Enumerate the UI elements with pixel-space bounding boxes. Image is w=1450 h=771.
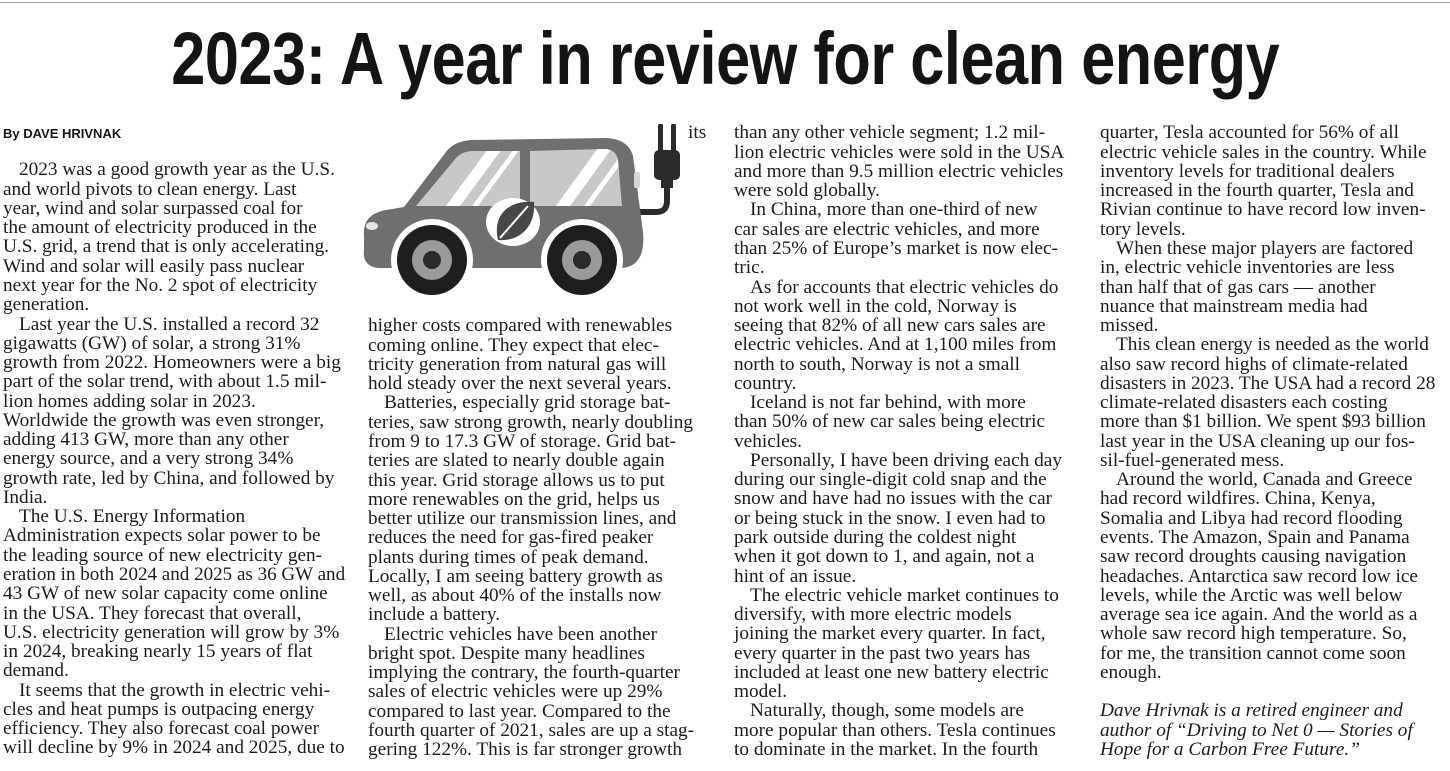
text-line: increased in the fourth quarter, Tesla and <box>1100 180 1414 202</box>
text-line: part of the solar trend, with about 1.5 mil- <box>3 371 327 393</box>
text-line: from 9 to 17.3 GW of storage. Grid bat- <box>368 430 677 452</box>
text-line: implying the contrary, the fourth-quarter <box>368 662 680 684</box>
text-line: country. <box>734 372 797 394</box>
text-line: teries, saw strong growth, nearly doubling <box>368 411 694 433</box>
charging-cable <box>636 186 667 212</box>
paragraph <box>734 123 1076 200</box>
text-line: bright spot. Despite many headlines <box>368 642 645 664</box>
text-line: not work well in the cold, Norway is <box>734 295 1017 317</box>
paragraph <box>1100 335 1445 470</box>
electric-car-with-plug-icon <box>350 118 700 300</box>
paragraph <box>3 160 345 314</box>
text-line: to dominate in the market. In the fourth <box>734 738 1039 760</box>
leaf-icon <box>486 198 540 246</box>
text-line: car sales are electric vehicles, and more <box>734 218 1040 240</box>
paragraph <box>3 681 345 758</box>
text-line: model. <box>734 681 788 703</box>
text-line: reduces the need for gas-fired peaker <box>368 527 654 549</box>
text-line: whole saw record high temperature. So, <box>1100 623 1407 645</box>
text-line: had record wildfires. China, Kenya, <box>1100 488 1376 510</box>
text-line: plants during times of peak demand. <box>368 546 649 568</box>
text-line: better utilize our transmission lines, and <box>368 508 677 530</box>
text-line: next year for the No. 2 spot of electricity <box>3 274 318 296</box>
text-line: were sold globally. <box>734 180 881 202</box>
headline <box>0 17 1450 100</box>
text-line: average sea ice again. And the world as a <box>1100 604 1418 626</box>
text-line: demand. <box>3 660 69 682</box>
paragraph <box>368 625 710 760</box>
paragraph <box>734 278 1076 394</box>
headlight <box>366 222 378 230</box>
text-line: enough. <box>1100 661 1162 683</box>
text-line: in, electric vehicle inventories are less <box>1100 257 1395 279</box>
text-line: also saw record highs of climate-related <box>1100 353 1408 375</box>
taillight <box>634 172 640 188</box>
text-line: seeing that 82% of all new cars sales are <box>734 315 1046 337</box>
text-line: hint of an issue. <box>734 565 857 587</box>
text-line: tory levels. <box>1100 218 1186 240</box>
text-line: include a battery. <box>368 604 501 626</box>
text-line: Wind and solar will easily pass nuclear <box>3 255 305 277</box>
text-line: sales of electric vehicles were up 29% <box>368 681 663 703</box>
text-line: lion homes adding solar in 2023. <box>3 390 256 412</box>
text-line: tricity generation from natural gas will <box>368 353 667 375</box>
author-bio-line: Hope for a Carbon Free Future.” <box>1100 738 1360 760</box>
text-line: levels, while the Arctic was well below <box>1100 584 1403 606</box>
paragraph <box>368 393 710 624</box>
article-column-3 <box>734 123 1076 759</box>
paragraph <box>368 316 710 393</box>
text-line: saw record droughts causing navigation <box>1100 546 1407 568</box>
paragraph <box>734 586 1076 702</box>
text-line: sil-fuel-generated mess. <box>1100 449 1285 471</box>
text-line: or being stuck in the snow. I even had to <box>734 507 1046 529</box>
paragraph <box>3 507 345 680</box>
text-line: Personally, I have been driving each day <box>750 449 1062 471</box>
text-line: lion electric vehicles were sold in the USA <box>734 141 1065 163</box>
text-line: headaches. Antarctica saw record low ice <box>1100 565 1418 587</box>
paragraph <box>734 200 1076 277</box>
text-line: Rivian continue to have record low inven- <box>1100 199 1426 221</box>
paragraph <box>734 393 1076 451</box>
text-line: every quarter in the past two years has <box>734 642 1031 664</box>
text-line: As for accounts that electric vehicles do <box>750 276 1059 298</box>
plug-icon <box>654 124 680 188</box>
text-line: Somalia and Libya had record flooding <box>1100 507 1403 529</box>
text-line: north to south, Norway is not a small <box>734 353 1020 375</box>
front-wheel <box>391 219 473 300</box>
text-line: This clean energy is needed as the world <box>1116 334 1429 356</box>
byline: By DAVE HRIVNAK <box>3 126 122 141</box>
text-line: during our single-digit cold snap and the <box>734 469 1047 491</box>
text-line: disasters in 2023. The USA had a record 28 <box>1100 372 1436 394</box>
text-line: generation. <box>3 294 90 316</box>
text-line: than any other vehicle segment; 1.2 mil- <box>734 122 1046 144</box>
text-line: electric vehicles. And at 1,100 miles from <box>734 334 1057 356</box>
text-line: tric. <box>734 257 765 279</box>
paragraph <box>1100 470 1445 682</box>
text-line: well, as about 40% of the installs now <box>368 585 662 607</box>
text-line: more renewables on the grid, helps us <box>368 488 660 510</box>
text-line: and more than 9.5 million electric vehicles <box>734 160 1064 182</box>
text-line: will decline by 9% in 2024 and 2025, due to <box>3 737 345 759</box>
text-line: Locally, I am seeing battery growth as <box>368 565 663 587</box>
text-line: The electric vehicle market continues to <box>750 584 1059 606</box>
text-line: gering 122%. This is far stronger growth <box>368 739 682 761</box>
text-line: efficiency. They also forecast coal power <box>3 718 320 740</box>
text-line: this year. Grid storage allows us to put <box>368 469 665 491</box>
text-line: 2023 was a good growth year as the U.S. <box>19 159 335 181</box>
text-line: climate-related disasters each costing <box>1100 392 1388 414</box>
text-line: more popular than others. Tesla continues <box>734 719 1056 741</box>
author-bio <box>1100 701 1445 759</box>
article-column-2 <box>368 316 710 759</box>
text-line: 43 GW of new solar capacity come online <box>3 583 328 605</box>
text-line: hold steady over the next several years. <box>368 373 672 395</box>
text-line: U.S. electricity generation will grow by 3% <box>3 621 340 643</box>
text-line: U.S. grid, a trend that is only accelerating. <box>3 236 330 258</box>
text-line: Worldwide the growth was even stronger, <box>3 409 325 431</box>
text-line: In China, more than one-third of new <box>750 199 1038 221</box>
text-line: last year in the USA cleaning up our fos- <box>1100 430 1415 452</box>
text-line: fourth quarter of 2021, sales are up a stag- <box>368 719 695 741</box>
text-line: its <box>688 122 707 144</box>
text-line: joining the market every quarter. In fact, <box>734 623 1046 645</box>
article-column-1 <box>3 160 345 757</box>
text-line: The U.S. Energy Information <box>19 506 246 528</box>
text-line: the leading source of new electricity gen- <box>3 544 323 566</box>
text-line: park outside during the coldest night <box>734 526 1017 548</box>
headline-text: 2023: A year in review for clean energy <box>170 17 1279 100</box>
text-line: eration in both 2024 and 2025 as 36 GW and <box>3 563 346 585</box>
article-column-4 <box>1100 123 1445 759</box>
text-line: more than $1 billion. We spent $93 billion <box>1100 411 1426 433</box>
text-line: inventory levels for traditional dealers <box>1100 160 1395 182</box>
text-line: events. The Amazon, Spain and Panama <box>1100 526 1410 548</box>
text-line: Last year the U.S. installed a record 32 <box>19 313 320 335</box>
text-line: snow and have had no issues with the car <box>734 488 1053 510</box>
paragraph <box>1100 123 1445 239</box>
text-line: teries are slated to nearly double again <box>368 450 665 472</box>
text-line: higher costs compared with renewables <box>368 315 673 337</box>
text-line: Naturally, though, some models are <box>750 700 1024 722</box>
text-line: in the USA. They forecast that overall, <box>3 602 302 624</box>
text-line: When these major players are factored <box>1116 237 1414 259</box>
text-line: coming online. They expect that elec- <box>368 334 659 356</box>
text-line: included at least one new battery electric <box>734 661 1049 683</box>
text-line: vehicles. <box>734 430 802 452</box>
text-line: year, wind and solar surpassed coal for <box>3 197 303 219</box>
text-line: It seems that the growth in electric vehi- <box>19 679 331 701</box>
text-line: than half that of gas cars — another <box>1100 276 1376 298</box>
author-bio-line: author of “Driving to Net 0 — Stories of <box>1100 719 1413 741</box>
text-line: adding 413 GW, more than any other <box>3 429 289 451</box>
text-line: cles and heat pumps is outpacing energy <box>3 698 315 720</box>
text-line: compared to last year. Compared to the <box>368 700 671 722</box>
author-bio-line: Dave Hrivnak is a retired engineer and <box>1100 700 1403 722</box>
text-line: Around the world, Canada and Greece <box>1116 469 1413 491</box>
text-line: diversify, with more electric models <box>734 604 1012 626</box>
text-line: Electric vehicles have been another <box>384 623 658 645</box>
rear-wheel <box>541 219 623 300</box>
text-line: Batteries, especially grid storage bat- <box>384 392 671 414</box>
text-line: nuance that mainstream media had <box>1100 295 1368 317</box>
paragraph <box>1100 239 1445 335</box>
text-line: the amount of electricity produced in the <box>3 217 317 239</box>
text-line: Administration expects solar power to be <box>3 525 321 547</box>
text-line: gigawatts (GW) of solar, a strong 31% <box>3 332 301 354</box>
text-line: India. <box>3 486 48 508</box>
text-line: in 2024, breaking nearly 15 years of flat <box>3 641 313 663</box>
paragraph <box>3 315 345 508</box>
text-line: quarter, Tesla accounted for 56% of all <box>1100 122 1399 144</box>
text-line: than 25% of Europe’s market is now elec- <box>734 237 1058 259</box>
text-line: growth from 2022. Homeowners were a big <box>3 352 341 374</box>
paragraph <box>734 451 1076 586</box>
text-line: missed. <box>1100 315 1159 337</box>
top-rule <box>0 2 1450 3</box>
text-line: for me, the transition cannot come soon <box>1100 642 1406 664</box>
paragraph <box>734 701 1076 759</box>
text-line: and world pivots to clean energy. Last <box>3 178 297 200</box>
text-line: energy source, and a very strong 34% <box>3 448 294 470</box>
text-line: electric vehicle sales in the country. While <box>1100 141 1427 163</box>
text-line: than 50% of new car sales being electric <box>734 411 1046 433</box>
text-line: when it got down to 1, and again, not a <box>734 546 1035 568</box>
text-line: Iceland is not far behind, with more <box>750 392 1026 414</box>
text-line: growth rate, led by China, and followed by <box>3 467 335 489</box>
